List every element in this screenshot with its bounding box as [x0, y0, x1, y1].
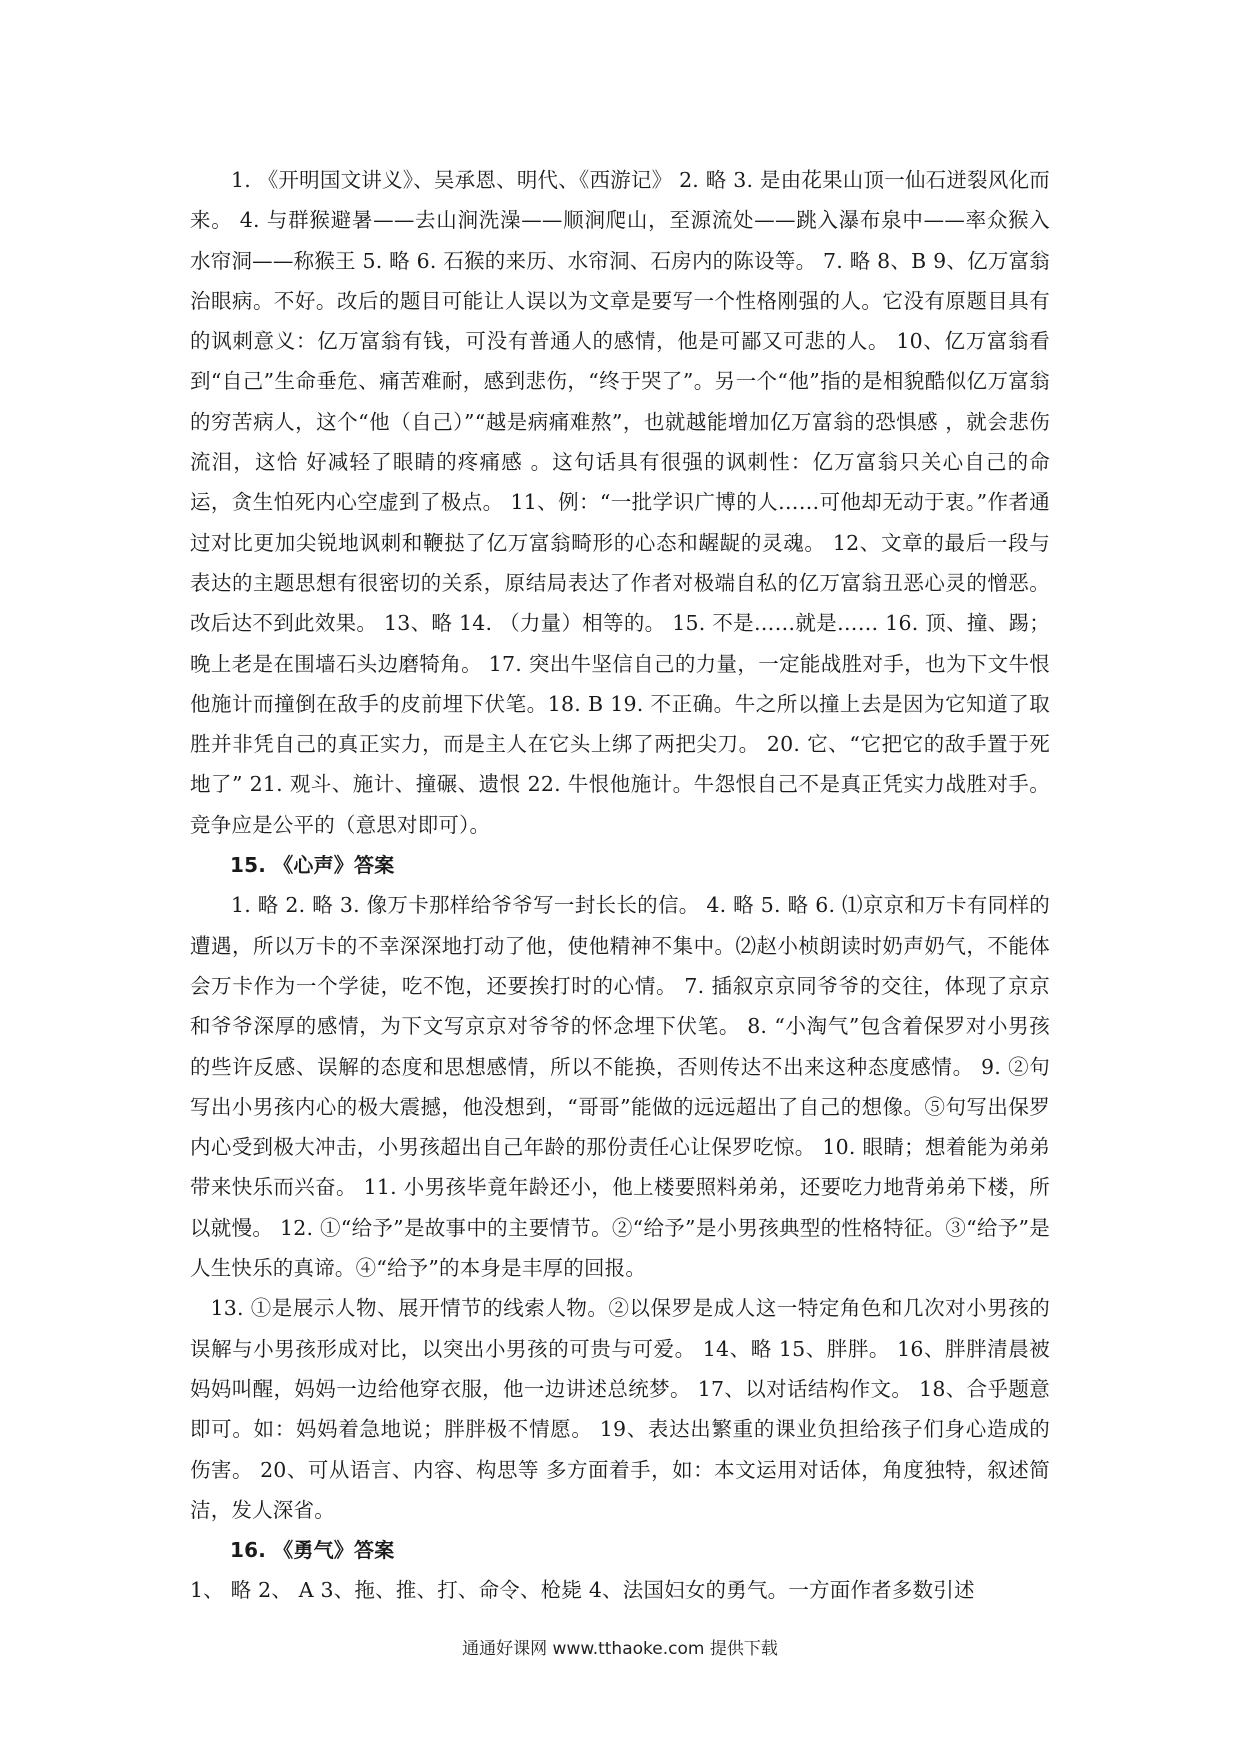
section-16-paragraph: 1、 略 2、 A 3、拖、推、打、命令、枪毙 4、法国妇女的勇气。一方面作者多数引述 — [190, 1578, 975, 1603]
section-15-paragraph: 1. 略 2. 略 3. 像万卡那样给爷爷写一封长长的信。 4. 略 5. 略 6. ⑴京京和万卡有同样的遭遇，所以万卡的不幸深深地打动了他，使他精神不集中。⑵赵小桢朗读时奶声奶气，不能体会万卡作为一个学徒，吃不饱，还要挨打时的心情。 7. 插叙京京同爷爷的交往，体现了京京和爷爷深厚的感情，为下文写京京对爷爷的怀念埋下伏笔。 8. “小淘气”包含着保罗对小男孩的些许反感、误解的态度和思想感情，所以不能换，否则传达不出来这种态度感情。 9. ②句写出小男孩内心的极大震撼，他没想到，“哥哥”能做的远远超出了自己的想像。⑤句写出保罗内心受到极大冲击，小男孩超出自己年龄的那份责任心让保罗吃惊。 10. 眼睛；想着能为弟弟带来快乐而兴奋。 11. 小男孩毕竟年龄还小，他上楼要照料弟弟，还要吃力地背弟弟下楼，所以就慢。 12. ①“给予”是故事中的主要情节。②“给予”是小男孩典型的性格特征。③“给予”是人生快乐的真谛。④“给予”的本身是丰厚的回报。 — [190, 893, 1050, 1281]
section-16-title: 16. 《勇气》答案 — [230, 1538, 395, 1563]
page-footer: 通通好课网 www.tthaoke.com 提供下载 — [462, 1639, 778, 1659]
answer-body — [190, 160, 1050, 1611]
section-15-title: 15. 《心声》答案 — [230, 853, 395, 878]
answer-paragraph-14: 1. 《开明国文讲义》、吴承恩、明代、《西游记》 2. 略 3. 是由花果山顶一仙石迸裂风化而来。 4. 与群猴避暑——去山涧洗澡——顺涧爬山，至源流处——跳入瀑布泉中——率众猴入水帘洞——称猴王 5. 略 6. 石猴的来历、水帘洞、石房内的陈设等。 7. 略 8、B 9、亿万富翁治眼病。不好。改后的题目可能让人误以为文章是要写一个性格刚强的人。它没有原题目具有的讽刺意义：亿万富翁有钱，可没有普通人的感情，他是可鄙又可悲的人。 10、亿万富翁看到“自己”生命垂危、痛苦难耐，感到悲伤，“终于哭了”。另一个“他”指的是相貌酷似亿万富翁的穷苦病人，这个“他（自己）”“越是病痛难熬”，也就越能增加亿万富翁的恐惧感 ，就会悲伤流泪，这恰 好减轻了眼睛的疼痛感 。这句话具有很强的讽刺性：亿万富翁只关心自己的命运，贪生怕死内心空虚到了极点。 11、例：“一批学识广博的人……可他却无动于衷。”作者通过对比更加尖锐地讽刺和鞭挞了亿万富翁畸形的心态和龌龊的灵魂。 12、文章的最后一段与表达的主题思想有很密切的关系，原结局表达了作者对极端自私的亿万富翁丑恶心灵的憎恶。改后达不到此效果。 13、略 14. （力量）相等的。 15. 不是……就是…… 16. 顶、撞、踢；晚上老是在围墙石头边磨犄角。 17. 突出牛坚信自己的力量，一定能战胜对手，也为下文牛恨他施计而撞倒在敌手的皮前埋下伏笔。18. B 19. 不正确。牛之所以撞上去是因为它知道了取胜并非凭自己的真正实力，而是主人在它头上绑了两把尖刀。 20. 它、“它把它的敌手置于死地了” 21. 观斗、施计、撞碾、遗恨 22. 牛恨他施计。牛怨恨自己不是真正凭实力战胜对手。竞争应是公平的（意思对即可）。 — [190, 168, 1050, 837]
section-15-paragraph: 13. ①是展示人物、展开情节的线索人物。②以保罗是成人这一特定角色和几次对小男孩的误解与小男孩形成对比，以突出小男孩的可贵与可爱。 14、略 15、胖胖。 16、胖胖清晨被 妈妈叫醒，妈妈一边给他穿衣服，他一边讲述总统梦。 17、以对话结构作文。 18、合乎题意即可。如：妈妈着急地说；胖胖极不情愿。 19、表达出繁重的课业负担给孩子们身心造成的伤害。 20、可从语言、内容、构思等 多方面着手，如：本文运用对话体，角度独特，叙述简洁，发人深省。 — [190, 1296, 1050, 1522]
